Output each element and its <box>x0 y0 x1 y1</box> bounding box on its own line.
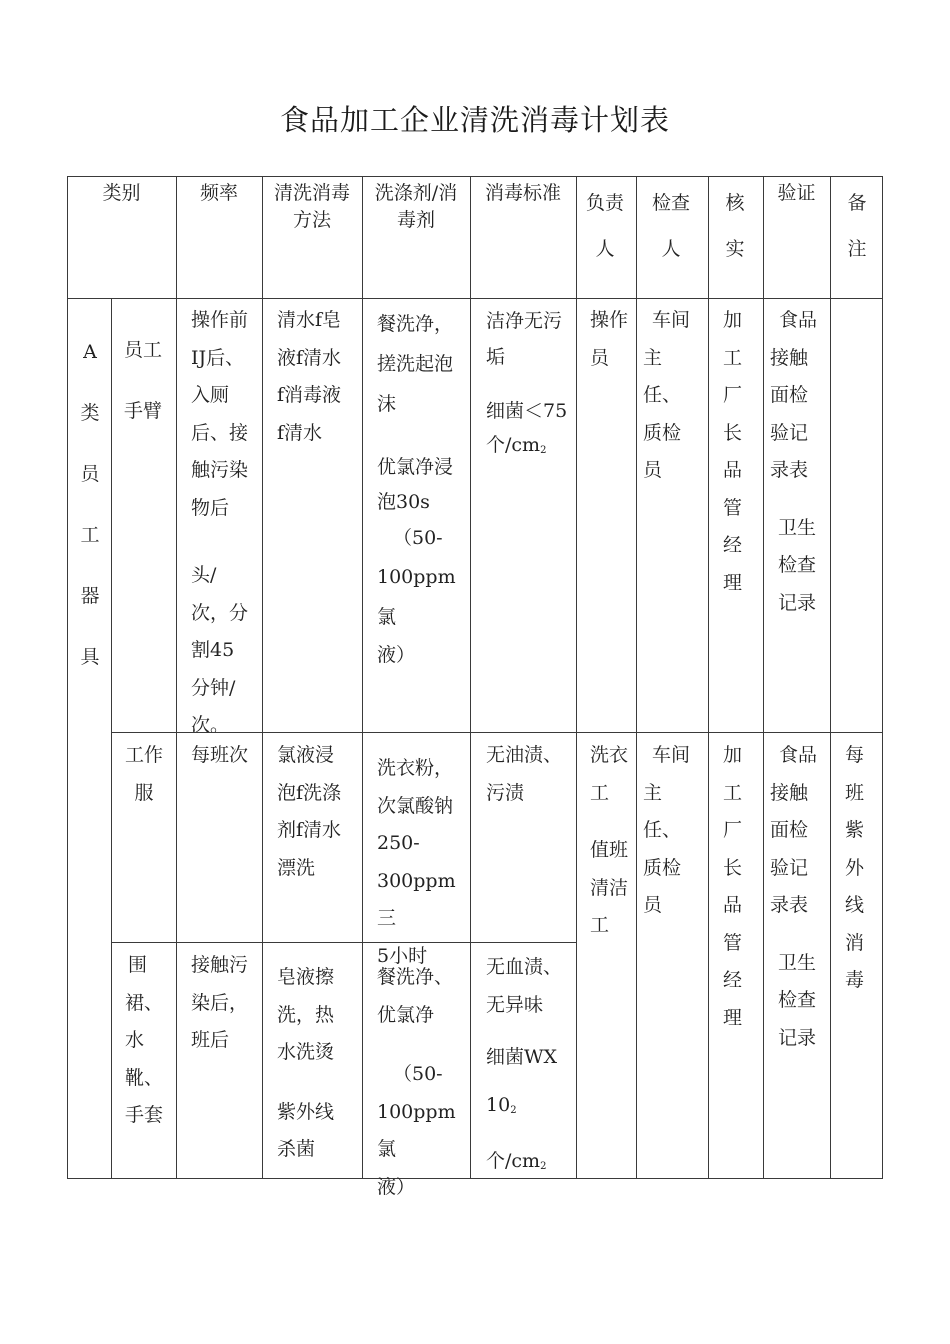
row1-inspector-line: 质检 <box>643 421 682 444</box>
row1-standard-unit: 个/cm <box>486 434 541 456</box>
col-divider-responsible <box>576 176 577 1179</box>
row3-frequency-line: 班后 <box>191 1029 230 1051</box>
row3-item <box>125 947 173 1135</box>
row2-verify-line: 面检 <box>770 819 809 841</box>
row3-standard-unit: 个/cm <box>486 1150 541 1172</box>
header-category: 类别 <box>102 182 141 204</box>
header-frequency: 频率 <box>199 182 238 204</box>
row2-inspector-line: 主 <box>643 781 663 804</box>
row2-inspector-line: 车间 <box>652 744 691 766</box>
row2-inspector <box>643 737 705 925</box>
row2-checker <box>723 737 747 1037</box>
row3-frequency-line: 染后， <box>191 991 249 1014</box>
header-remark: 备注 <box>847 192 867 260</box>
row2-detergent-line: 250- <box>377 832 420 854</box>
row1-standard-unit-sub: 2 <box>540 445 547 456</box>
row1-detergent-line: 100ppm氯 <box>377 566 456 628</box>
row3-method <box>277 959 361 1169</box>
row-divider-1 <box>111 732 883 733</box>
row1-verify-line: 录表 <box>770 459 809 481</box>
row1-standard-line <box>486 428 574 468</box>
row1-standard-line: 垢 <box>486 346 506 368</box>
row3-item-line: 手套 <box>125 1104 164 1126</box>
row2-verify-line: 检查 <box>778 989 817 1011</box>
row3-method-line: 杀菌 <box>277 1138 316 1160</box>
header-verify: 验证 <box>777 182 816 204</box>
row2-detergent-line: 洗衣粉， <box>377 757 454 779</box>
row3-detergent <box>377 959 469 1206</box>
row1-detergent-line: 沫 <box>377 393 397 415</box>
row2-inspector-line: 任、 <box>643 819 682 841</box>
row1-checker-char: 品 <box>723 459 743 481</box>
header-inspector: 检查人 <box>651 192 690 260</box>
row2-responsible <box>590 737 634 945</box>
row1-detergent-line: （50- <box>393 527 443 549</box>
row2-responsible-line: 值班 <box>590 839 629 861</box>
row1-frequency-line: IJ后、 <box>191 346 245 369</box>
table-border-bottom <box>67 1178 883 1179</box>
row1-frequency-line: 分钟/ <box>191 676 236 699</box>
row2-method-line: 漂洗 <box>277 856 316 879</box>
row1-verify-line: 记录 <box>778 591 817 614</box>
row2-standard-line: 污渍 <box>486 781 525 804</box>
row1-detergent-line: 泡30s <box>377 491 430 513</box>
row1-frequency-line: 头/ <box>191 564 217 586</box>
row2-item: 工作服 <box>124 744 163 804</box>
row1-responsible-line: 员 <box>590 346 610 369</box>
row-divider-2 <box>111 942 576 943</box>
row1-frequency-line: 次，分 <box>191 601 249 624</box>
row1-checker-char: 理 <box>723 571 743 594</box>
row2-verify-line: 验记 <box>770 856 809 879</box>
row2-verify-line: 食品 <box>779 744 818 766</box>
row1-frequency-line: 割45 <box>191 639 235 661</box>
group-label: A类员工器具 <box>80 341 100 668</box>
row1-frequency <box>191 302 257 732</box>
row1-inspector-line: 车间 <box>652 309 691 331</box>
header-checker: 核实 <box>725 192 745 260</box>
row2-inspector-line: 员 <box>643 894 663 916</box>
table-border-top <box>67 176 883 177</box>
row1-detergent-line: 餐洗净， <box>377 313 454 335</box>
row1-standard-line: 洁净无污 <box>486 310 563 332</box>
row2-responsible-line: 工 <box>590 781 610 804</box>
row2-remark-char: 消 <box>845 931 865 954</box>
row2-verify-line: 接触 <box>770 781 809 804</box>
row2-remark-char: 每 <box>845 744 865 766</box>
col-divider-remark <box>830 176 831 1179</box>
row1-verify-line: 卫生 <box>778 516 817 539</box>
row1-checker-char: 长 <box>723 421 743 444</box>
row1-checker <box>723 302 747 602</box>
col-divider-verify <box>763 176 764 1179</box>
row2-method-line: 泡f洗涤 <box>277 781 342 804</box>
row3-item-line: 靴、 <box>125 1066 164 1089</box>
row2-method <box>277 737 361 887</box>
row2-standard-line: 无油渍、 <box>486 744 563 766</box>
row1-inspector <box>643 302 705 490</box>
row3-method-line: 洗，热 <box>277 1003 335 1026</box>
row3-detergent-line: 餐洗净、 <box>377 966 454 988</box>
row1-detergent-line: 液） <box>377 644 416 666</box>
row1-inspector-line: 任、 <box>643 384 682 406</box>
header-detergent: 洗涤剂/消毒剂 <box>374 182 458 231</box>
row3-standard-count: 10 <box>486 1094 511 1116</box>
row2-method-line: 剂f清水 <box>277 819 342 841</box>
row1-frequency-line <box>191 527 257 557</box>
row1-frequency-line: 入厕 <box>191 384 230 406</box>
row3-standard <box>486 949 574 1192</box>
row1-verify-line: 检查 <box>778 554 817 576</box>
row2-verify-line: 卫生 <box>778 951 817 974</box>
row3-detergent-line: （50- <box>393 1063 443 1085</box>
row2-checker-char: 工 <box>723 781 743 804</box>
row1-frequency-line: 触污染 <box>191 459 249 481</box>
col-divider-inspector <box>636 176 637 1179</box>
table-border-right <box>882 176 883 1179</box>
row1-verify-line: 面检 <box>770 384 809 406</box>
row2-remark-char: 线 <box>845 894 865 916</box>
row3-item-line: 裙、 <box>125 991 164 1014</box>
row2-checker-char: 管 <box>723 931 743 954</box>
row2-checker-char: 加 <box>723 744 743 766</box>
row2-method-line: 氯液浸 <box>277 744 335 766</box>
row1-standard-line: 细菌＜75 <box>486 400 568 422</box>
row2-detergent-line: 300ppm三 <box>377 869 456 929</box>
row1-verify-line: 验记 <box>770 421 809 444</box>
row1-responsible-line: 操作 <box>590 309 629 331</box>
header-divider <box>67 298 883 299</box>
row2-inspector-line: 质检 <box>643 856 682 879</box>
row1-responsible <box>590 302 634 377</box>
row1-inspector-line: 主 <box>643 346 663 369</box>
row2-responsible-line: 工 <box>590 914 610 936</box>
row2-checker-char: 长 <box>723 856 743 879</box>
row1-frequency-line: 次。 <box>191 714 230 732</box>
row2-checker-char: 经 <box>723 969 743 991</box>
col-divider-standard <box>470 176 471 1179</box>
row1-checker-char: 加 <box>723 309 743 331</box>
row1-method-line: f消毒液 <box>277 384 342 406</box>
row2-verify-line: 记录 <box>778 1026 817 1049</box>
row3-standard-line <box>486 1080 574 1192</box>
row3-method-line: 皂液擦 <box>277 966 335 988</box>
row1-checker-char: 工 <box>723 346 743 369</box>
row2-remark-char: 紫 <box>845 819 865 841</box>
header-method: 清洗消毒方法 <box>273 182 350 231</box>
row1-frequency-line: 物后 <box>191 496 230 519</box>
row1-verify <box>770 302 828 622</box>
row1-method-line: 液f清水 <box>277 346 342 369</box>
row2-standard <box>486 737 574 812</box>
row1-checker-char: 经 <box>723 534 743 556</box>
col-divider-item <box>111 298 112 1179</box>
row3-item-line: 水 <box>125 1029 145 1051</box>
col-divider-checker <box>708 176 709 1179</box>
row1-inspector-line: 员 <box>643 459 663 481</box>
row2-checker-char: 理 <box>723 1006 743 1029</box>
row3-standard-line: 细菌WX <box>486 1046 558 1068</box>
row2-remark-char: 毒 <box>845 969 865 991</box>
row2-detergent-line: 次氯酸钠 <box>377 794 454 817</box>
row1-method-line: f清水 <box>277 421 323 444</box>
row1-method-line: 清水f皂 <box>277 309 342 331</box>
col-divider-detergent <box>362 176 363 1179</box>
row3-detergent-line: 液） <box>377 1175 416 1198</box>
row3-frequency <box>191 947 257 1060</box>
row2-remark-char: 班 <box>845 781 865 804</box>
row2-frequency: 每班次 <box>191 744 249 766</box>
page-title: 食品加工企业清洗消毒计划表 <box>279 103 670 137</box>
row1-frequency-line: 操作前 <box>191 309 249 331</box>
row1-checker-char: 管 <box>723 496 743 519</box>
row1-verify-line: 食品 <box>779 309 818 331</box>
row3-item-line: 围 <box>128 954 148 976</box>
row1-method <box>277 302 361 452</box>
row3-standard-line: 无异味 <box>486 993 544 1016</box>
col-divider-frequency <box>176 176 177 1179</box>
row1-detergent-line: 优氯净浸 <box>377 456 454 478</box>
row2-detergent-line: 5小时 <box>377 944 428 967</box>
row2-verify <box>770 737 828 1057</box>
row3-detergent-line: 100ppm氯 <box>377 1100 456 1160</box>
row1-frequency-line: 后、接 <box>191 421 249 444</box>
row3-standard-line: 无血渍、 <box>486 956 563 978</box>
row2-remark <box>845 737 869 1000</box>
row2-detergent <box>377 750 469 975</box>
row1-verify-line: 接触 <box>770 346 809 369</box>
col-divider-method <box>262 176 263 1179</box>
row2-checker-char: 厂 <box>723 819 743 841</box>
row2-checker-char: 品 <box>723 894 743 916</box>
row2-responsible-line: 清洁 <box>590 876 629 899</box>
row1-item: 员工手臂 <box>124 339 163 422</box>
table-border-left <box>67 176 68 1179</box>
row3-method-line: 水洗烫 <box>277 1041 335 1063</box>
row1-standard <box>486 302 574 468</box>
row3-method-line: 紫外线 <box>277 1100 335 1123</box>
row1-detergent-line: 搓洗起泡 <box>377 353 454 375</box>
row2-remark-char: 外 <box>845 856 865 879</box>
row3-standard-count-sub: 2 <box>510 1105 517 1116</box>
row1-checker-char: 厂 <box>723 384 743 406</box>
row2-verify-line: 录表 <box>770 894 809 916</box>
row2-responsible-line: 洗衣 <box>590 744 629 766</box>
row3-standard-unit-sub: 2 <box>540 1161 547 1172</box>
header-responsible: 负责人 <box>585 192 624 260</box>
row1-detergent <box>377 304 469 673</box>
header-standard: 消毒标准 <box>484 182 561 204</box>
row3-detergent-line: 优氯净 <box>377 1003 435 1026</box>
row3-frequency-line: 接触污 <box>191 954 249 976</box>
